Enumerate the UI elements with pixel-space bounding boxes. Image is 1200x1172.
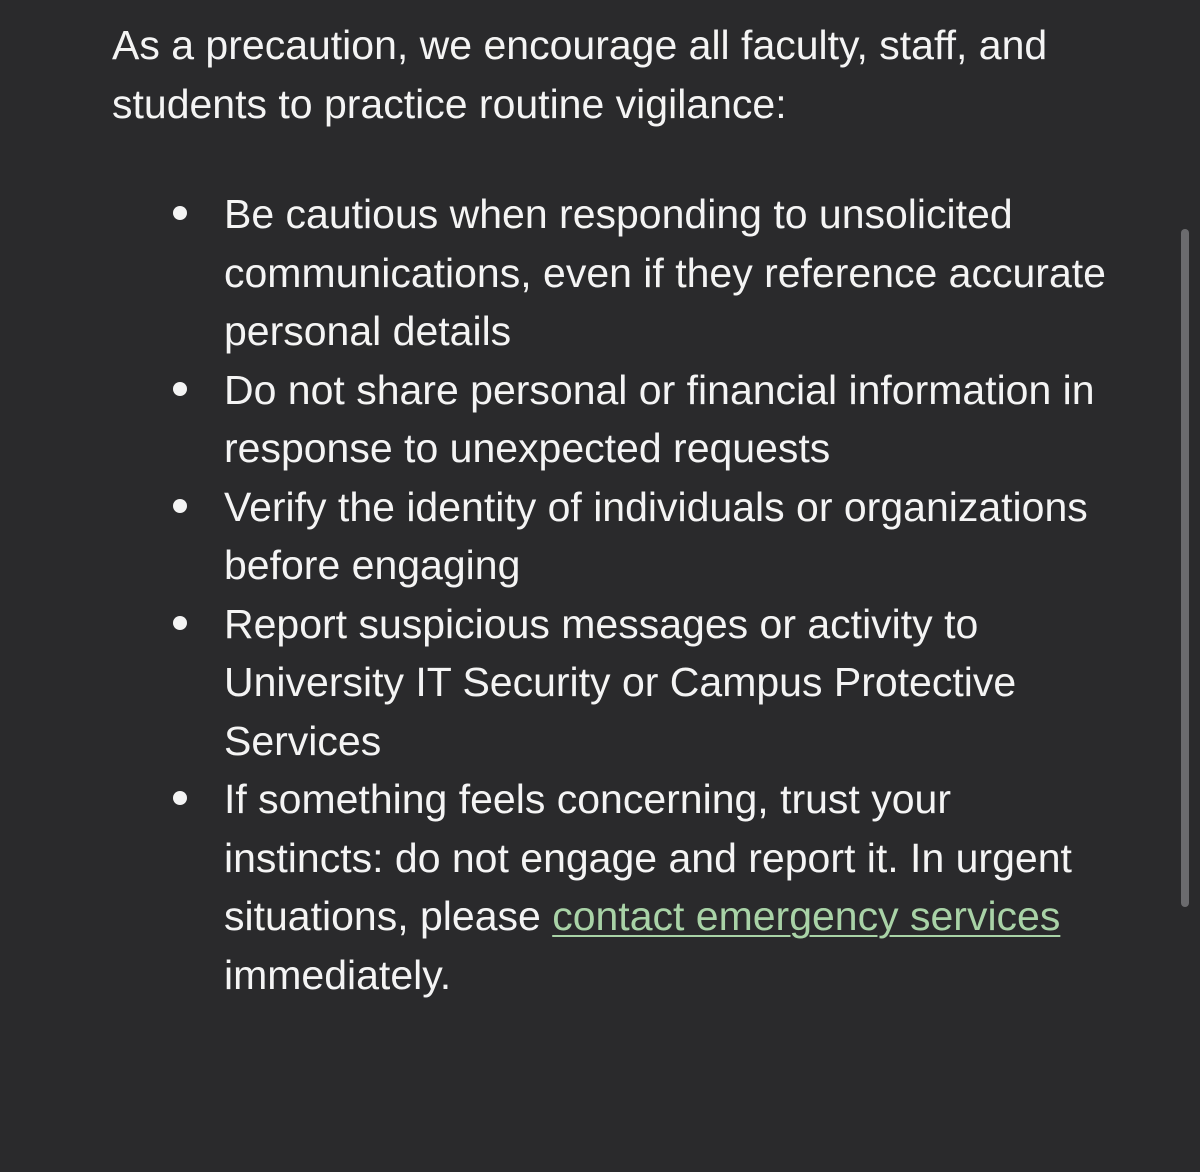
- list-item: Verify the identity of individuals or organizations before engaging: [112, 478, 1112, 595]
- vigilance-list: [112, 185, 1112, 1004]
- vertical-scrollbar[interactable]: [1181, 229, 1189, 907]
- emergency-text-before: If something feels concerning, trust your instincts: do not engage and report it. In urgent situations, please: [224, 776, 1072, 939]
- list-item: Report suspicious messages or activity to University IT Security or Campus Protective Services: [112, 595, 1112, 771]
- intro-paragraph: As a precaution, we encourage all faculty, staff, and students to practice routine vigilance:: [112, 22, 1048, 127]
- emergency-text-after: immediately.: [224, 951, 452, 998]
- list-item-emergency: [112, 770, 1112, 1004]
- email-body: [112, 16, 1112, 1004]
- list-item: Do not share personal or financial information in response to unexpected requests: [112, 361, 1112, 478]
- list-item: Be cautious when responding to unsolicited communications, even if they reference accurate personal details: [112, 185, 1112, 361]
- contact-emergency-services-link[interactable]: contact emergency services: [552, 893, 1061, 939]
